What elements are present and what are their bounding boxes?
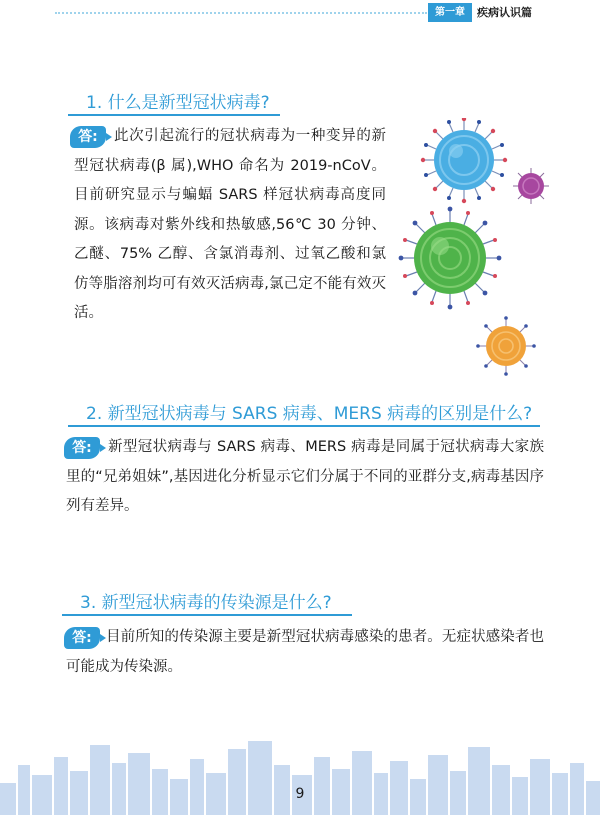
virus-blue-icon [421,118,507,203]
answer-3: 目前所知的传染源主要是新型冠状病毒感染的患者。无症状感染者也可能成为传染源。 [66,629,544,675]
answer-1: 此次引起流行的冠状病毒为一种变异的新型冠状病毒(β 属),WHO 命名为 2019-nCoV。目前研究显示与蝙蝠 SARS 样冠状病毒高度同源。该病毒对紫外线和热敏感,56℃ 30 分钟、乙醚、75% 乙醇、含氯消毒剂、过氧乙酸和氯仿等脂溶剂均可有效灭活病毒,氯己定不能有效灭活。 [74,128,386,321]
city-skyline [0,735,600,815]
question-1-underline [68,114,280,116]
answer-2: 新型冠状病毒与 SARS 病毒、MERS 病毒是同属于冠状病毒大家族里的“兄弟姐妹”,基因进化分析显示它们分属于不同的亚群分支,病毒基因序列有差异。 [66,439,544,514]
chapter-title: 疾病认识篇 [477,6,532,19]
question-2: 2. 新型冠状病毒与 SARS 病毒、MERS 病毒的区别是什么? [86,404,533,424]
question-3-underline [62,614,352,616]
question-3: 3. 新型冠状病毒的传染源是什么? [80,593,332,613]
answer-badge-1: 答: [70,126,106,148]
virus-purple-icon [513,168,549,204]
header-dotted-line [55,12,427,14]
question-1: 1. 什么是新型冠状病毒? [86,93,270,113]
page-number: 9 [295,786,305,802]
answer-badge-2: 答: [64,437,100,459]
virus-illustration [396,118,556,378]
virus-green-icon [399,207,502,310]
question-2-underline [68,425,540,427]
answer-badge-3: 答: [64,627,100,649]
chapter-label: 第一章 [428,3,472,22]
virus-orange-icon [476,316,536,376]
